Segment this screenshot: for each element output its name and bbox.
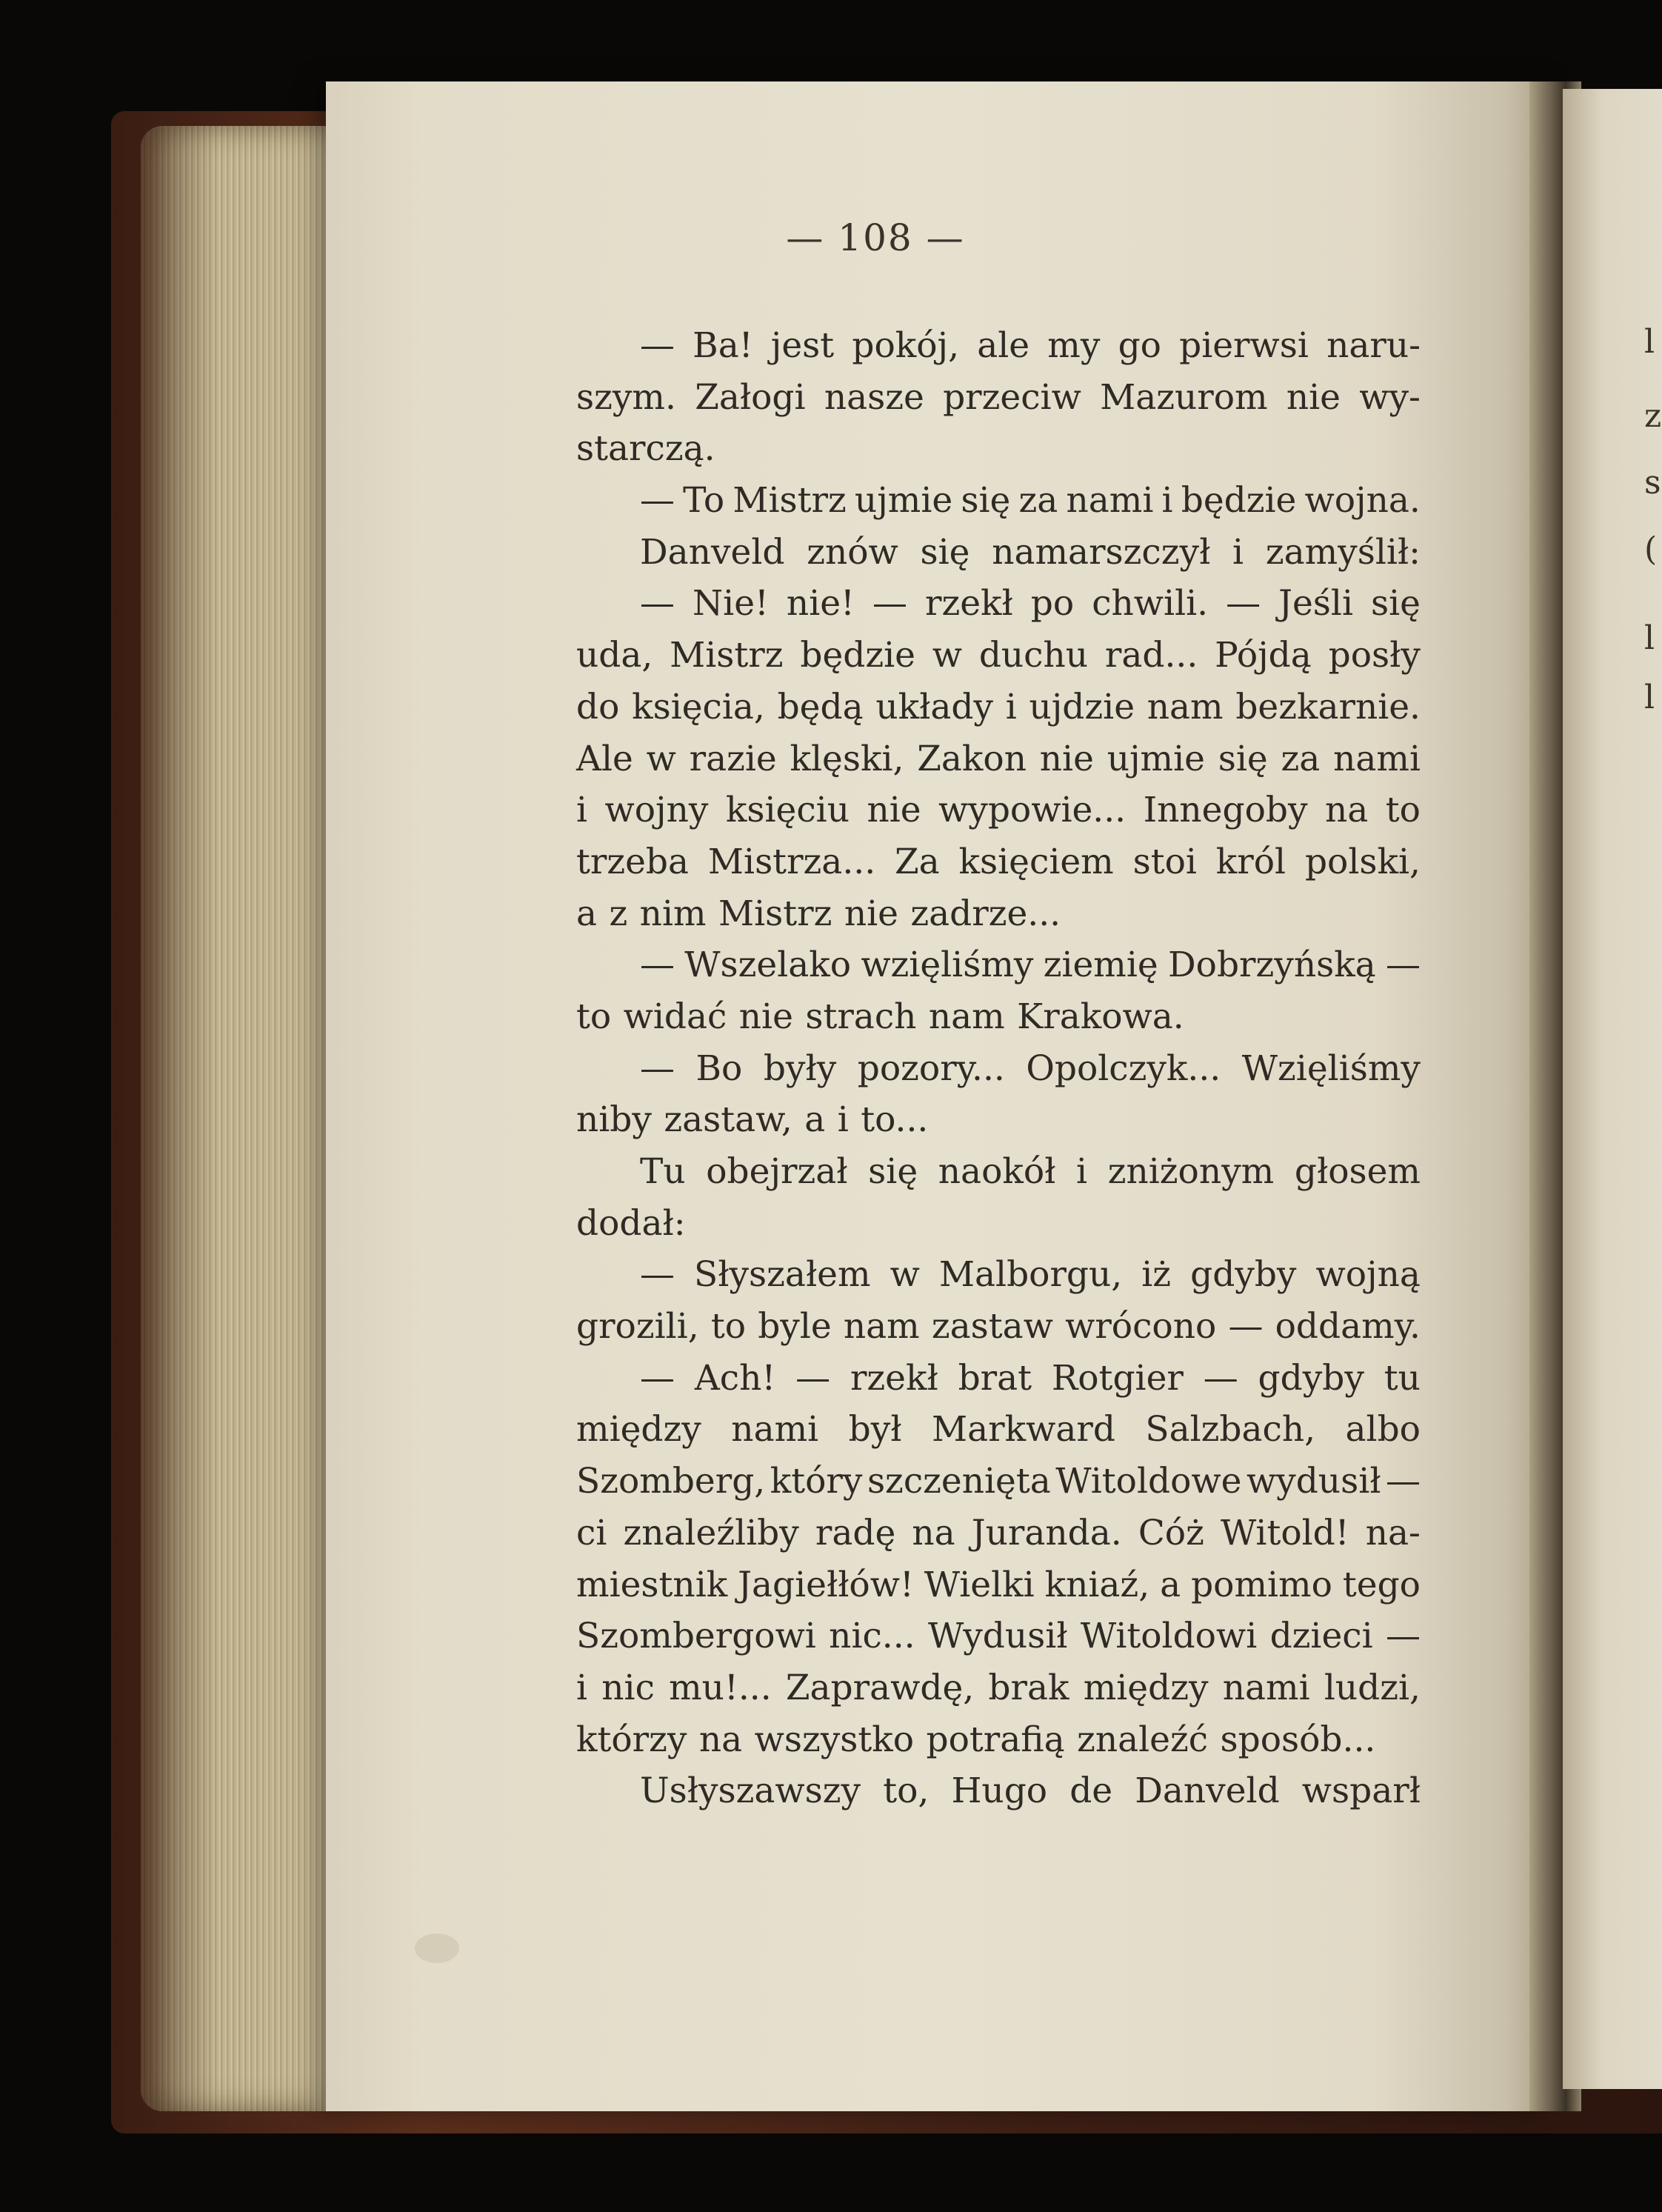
word: się <box>961 480 1011 522</box>
word: między <box>576 1409 701 1450</box>
word: de <box>1069 1770 1113 1812</box>
word: potrafią <box>926 1719 1065 1760</box>
word: i <box>1161 480 1173 522</box>
right-page-char: l <box>1644 323 1655 361</box>
word: mu!... <box>669 1667 772 1708</box>
word: to, <box>883 1770 930 1812</box>
word: nam <box>843 1306 920 1347</box>
text-line <box>576 1508 1421 1559</box>
word: uda, <box>576 635 653 676</box>
word: na <box>912 1512 955 1553</box>
text-line <box>576 1094 1421 1146</box>
word: naru- <box>1326 325 1421 366</box>
word: Wzięliśmy <box>1241 1047 1421 1089</box>
word: — <box>640 1047 675 1089</box>
word: polski, <box>1304 841 1421 882</box>
word: się <box>1218 738 1268 779</box>
word: Jeśli <box>1278 583 1353 624</box>
word: znaleźliby <box>623 1512 799 1553</box>
text-line <box>576 527 1421 579</box>
right-page-char: z <box>1644 397 1662 435</box>
word: bezkarnie. <box>1235 686 1421 727</box>
word: to <box>1385 790 1421 831</box>
word: szym. <box>576 376 676 418</box>
word: Za <box>895 841 940 882</box>
word: Innegoby <box>1143 790 1308 831</box>
word: pomimo <box>1191 1564 1332 1605</box>
right-page-char: ( <box>1644 530 1658 568</box>
word: znaleźć <box>1077 1719 1209 1760</box>
word: wypowie... <box>938 790 1127 831</box>
word: zastaw, <box>664 1099 792 1141</box>
word: którzy <box>576 1719 687 1760</box>
text-line <box>576 991 1421 1043</box>
text-line <box>576 1610 1421 1662</box>
word: i <box>1232 531 1244 573</box>
word: miestnik <box>576 1564 728 1605</box>
word: to... <box>861 1099 929 1141</box>
word: nie! <box>786 583 855 624</box>
word: na- <box>1365 1512 1421 1553</box>
text-line <box>576 372 1421 424</box>
word: Nie! <box>692 583 769 624</box>
word: nasze <box>824 376 924 418</box>
text-line <box>576 1301 1421 1353</box>
word: do <box>576 686 620 727</box>
word: nim <box>639 893 707 934</box>
text-line <box>576 888 1421 940</box>
word: — <box>872 583 907 624</box>
text-line <box>576 1353 1421 1405</box>
word: na <box>698 1719 743 1760</box>
word: pierwsi <box>1179 325 1309 366</box>
word: nam <box>928 996 1005 1037</box>
word: przeciw <box>943 376 1081 418</box>
word: brat <box>958 1357 1032 1399</box>
text-line <box>576 423 1421 475</box>
word: zadrze... <box>910 893 1061 934</box>
word: w <box>890 1254 920 1296</box>
word: ale <box>977 325 1030 366</box>
word: i <box>837 1099 849 1141</box>
word: Dobrzyńską <box>1167 945 1376 986</box>
word: był <box>848 1409 902 1450</box>
word: na <box>1325 790 1369 831</box>
word: Salzbach, <box>1145 1409 1316 1450</box>
word: rzekł <box>925 583 1013 624</box>
word: ludzi, <box>1324 1667 1421 1708</box>
word: zamyślił: <box>1265 531 1421 573</box>
word: w <box>646 738 676 779</box>
word: będzie <box>800 635 915 676</box>
word: Malborgu, <box>938 1254 1123 1296</box>
word: księcia, <box>632 686 765 727</box>
word: nami <box>731 1409 819 1450</box>
word: Danveld <box>640 531 785 573</box>
right-page-edge <box>1563 89 1662 2089</box>
text-line <box>576 1404 1421 1456</box>
word: tego <box>1342 1564 1421 1605</box>
word: gdyby <box>1190 1254 1297 1296</box>
word: układy <box>875 686 993 727</box>
text-line <box>576 1559 1421 1611</box>
word: Danveld <box>1135 1770 1280 1812</box>
word: nie <box>1286 376 1341 418</box>
word: nie <box>1039 738 1094 779</box>
word: nami <box>1066 480 1154 522</box>
word: i <box>576 1667 588 1708</box>
word: gdyby <box>1258 1357 1364 1399</box>
word: rad... <box>1104 635 1198 676</box>
word: To <box>683 480 725 522</box>
text-line <box>576 1198 1421 1250</box>
word: Ach! <box>694 1357 776 1399</box>
page-text <box>576 320 1421 1817</box>
word: byle <box>758 1306 832 1347</box>
word: Ba! <box>692 325 753 366</box>
word: Witold! <box>1220 1512 1349 1553</box>
word: Hugo <box>951 1770 1048 1812</box>
word: dzieci <box>1269 1616 1373 1657</box>
word: — <box>640 1357 675 1399</box>
right-page-char: l <box>1644 619 1655 657</box>
word: — <box>640 945 675 986</box>
word: Usłyszawszy <box>640 1770 861 1812</box>
word: Witoldowi <box>1080 1616 1258 1657</box>
word: Mazurom <box>1100 376 1268 418</box>
word: — <box>640 480 675 522</box>
word: ujmie <box>854 480 953 522</box>
word: widać <box>623 996 727 1037</box>
word: pokój, <box>852 325 960 366</box>
word: oddamy. <box>1275 1306 1421 1347</box>
text-line <box>576 1714 1421 1766</box>
word: albo <box>1345 1409 1421 1450</box>
word: Wielki <box>924 1564 1035 1605</box>
word: król <box>1215 841 1286 882</box>
word: Pójdą <box>1215 635 1312 676</box>
word: za <box>1018 480 1058 522</box>
text-line <box>576 836 1421 888</box>
word: się <box>868 1151 918 1192</box>
word: Rotgier <box>1051 1357 1184 1399</box>
word: Szomberg, <box>576 1461 766 1502</box>
word: ziemię <box>1043 945 1158 986</box>
text-line <box>576 1146 1421 1198</box>
word: brak <box>988 1667 1069 1708</box>
word: strach <box>805 996 917 1037</box>
word: zniżonym <box>1107 1151 1275 1192</box>
word: nie <box>844 893 898 934</box>
word: i <box>1005 686 1017 727</box>
word: który <box>770 1461 863 1502</box>
page-number: — 108 — <box>786 216 965 259</box>
word: jest <box>770 325 835 366</box>
word: Opolczyk... <box>1026 1047 1221 1089</box>
word: wzięliśmy <box>861 945 1034 986</box>
word: dodał: <box>576 1202 686 1244</box>
word: — <box>795 1357 831 1399</box>
word: naokół <box>938 1151 1056 1192</box>
word: niby <box>576 1099 652 1141</box>
text-line <box>576 630 1421 682</box>
text-line <box>576 1662 1421 1714</box>
word: Załogi <box>695 376 806 418</box>
word: Tu <box>640 1151 686 1192</box>
word: Krakowa. <box>1017 996 1184 1037</box>
word: zastaw <box>931 1306 1053 1347</box>
word: iż <box>1141 1254 1172 1296</box>
word: Bo <box>695 1047 743 1089</box>
word: ujmie <box>1107 738 1205 779</box>
word: w <box>932 635 963 676</box>
word: wrócono <box>1065 1306 1217 1347</box>
text-line <box>576 733 1421 785</box>
word: księciem <box>958 841 1114 882</box>
word: — <box>1385 1616 1421 1657</box>
text-line <box>576 475 1421 527</box>
word: starczą. <box>576 428 715 470</box>
word: znów <box>807 531 898 573</box>
word: nie <box>867 790 921 831</box>
word: Markward <box>932 1409 1115 1450</box>
word: — <box>640 583 675 624</box>
word: chwili. <box>1092 583 1209 624</box>
word: nam <box>1147 686 1224 727</box>
word: Mistrza... <box>707 841 876 882</box>
word: głosem <box>1294 1151 1421 1192</box>
word: nie <box>738 996 793 1037</box>
word: namarszczył <box>992 531 1211 573</box>
word: Ale <box>576 738 633 779</box>
word: nami <box>1333 738 1421 779</box>
word: Zakon <box>917 738 1027 779</box>
word: — <box>1226 583 1261 624</box>
word: się <box>1371 583 1421 624</box>
word: my <box>1047 325 1101 366</box>
word: i <box>1076 1151 1088 1192</box>
text-line <box>576 320 1421 372</box>
word: duchu <box>978 635 1089 676</box>
word: ci <box>576 1512 607 1553</box>
word: pozory... <box>857 1047 1005 1089</box>
word: się <box>920 531 970 573</box>
word: Wszelako <box>684 945 852 986</box>
word: Szombergowi <box>576 1616 816 1657</box>
word: radę <box>815 1512 896 1553</box>
word: klęski, <box>790 738 904 779</box>
word: wojną <box>1315 1254 1421 1296</box>
word: Mistrz <box>718 893 832 934</box>
word: Cóż <box>1138 1512 1204 1553</box>
word: sposób... <box>1220 1719 1376 1760</box>
word: obejrzał <box>706 1151 848 1192</box>
text-line <box>576 1249 1421 1301</box>
word: Zaprawdę, <box>785 1667 975 1708</box>
word: — <box>1385 1461 1421 1502</box>
page-stain <box>415 1933 459 1963</box>
word: stoi <box>1132 841 1197 882</box>
text-line <box>576 682 1421 733</box>
word: tu <box>1384 1357 1421 1399</box>
word: wojna. <box>1304 480 1421 522</box>
word: z <box>609 893 628 934</box>
word: grozili, <box>576 1306 699 1347</box>
word: Jagiełłów! <box>738 1564 914 1605</box>
word: a <box>804 1099 826 1141</box>
right-page-char: l <box>1644 679 1655 716</box>
word: nami <box>1222 1667 1310 1708</box>
word: Juranda. <box>971 1512 1122 1553</box>
text-line <box>576 784 1421 836</box>
word: będzie <box>1181 480 1297 522</box>
word: — <box>1203 1357 1238 1399</box>
word: to <box>576 996 612 1037</box>
word: księciu <box>725 790 850 831</box>
text-line <box>576 578 1421 630</box>
word: — <box>640 1254 675 1296</box>
word: i <box>576 790 588 831</box>
word: wszystko <box>754 1719 915 1760</box>
text-line <box>576 1765 1421 1817</box>
word: Słyszałem <box>694 1254 871 1296</box>
word: razie <box>689 738 777 779</box>
word: — <box>1385 945 1421 986</box>
word: szczenięta <box>867 1461 1051 1502</box>
text-line <box>576 1043 1421 1095</box>
word: trzeba <box>576 841 690 882</box>
word: między <box>1083 1667 1209 1708</box>
word: wydusił <box>1246 1461 1381 1502</box>
word: Wydusił <box>927 1616 1068 1657</box>
word: były <box>763 1047 837 1089</box>
word: wojny <box>604 790 709 831</box>
word: nic <box>601 1667 655 1708</box>
right-page-char: s <box>1644 464 1661 502</box>
word: — <box>640 325 675 366</box>
word: ujdzie <box>1029 686 1135 727</box>
word: Witoldowe <box>1055 1461 1242 1502</box>
word: a <box>576 893 598 934</box>
word: nic... <box>829 1616 915 1657</box>
word: a <box>1160 1564 1181 1605</box>
word: to <box>710 1306 747 1347</box>
word: posły <box>1328 635 1421 676</box>
text-line <box>576 1456 1421 1508</box>
word: Mistrz <box>732 480 847 522</box>
word: za <box>1281 738 1321 779</box>
text-line <box>576 939 1421 991</box>
word: Mistrz <box>670 635 784 676</box>
word: wy- <box>1359 376 1421 418</box>
word: wsparł <box>1301 1770 1421 1812</box>
word: kniaź, <box>1044 1564 1150 1605</box>
word: rzekł <box>850 1357 938 1399</box>
word: go <box>1118 325 1161 366</box>
word: będą <box>777 686 864 727</box>
word: po <box>1030 583 1075 624</box>
word: — <box>1228 1306 1264 1347</box>
